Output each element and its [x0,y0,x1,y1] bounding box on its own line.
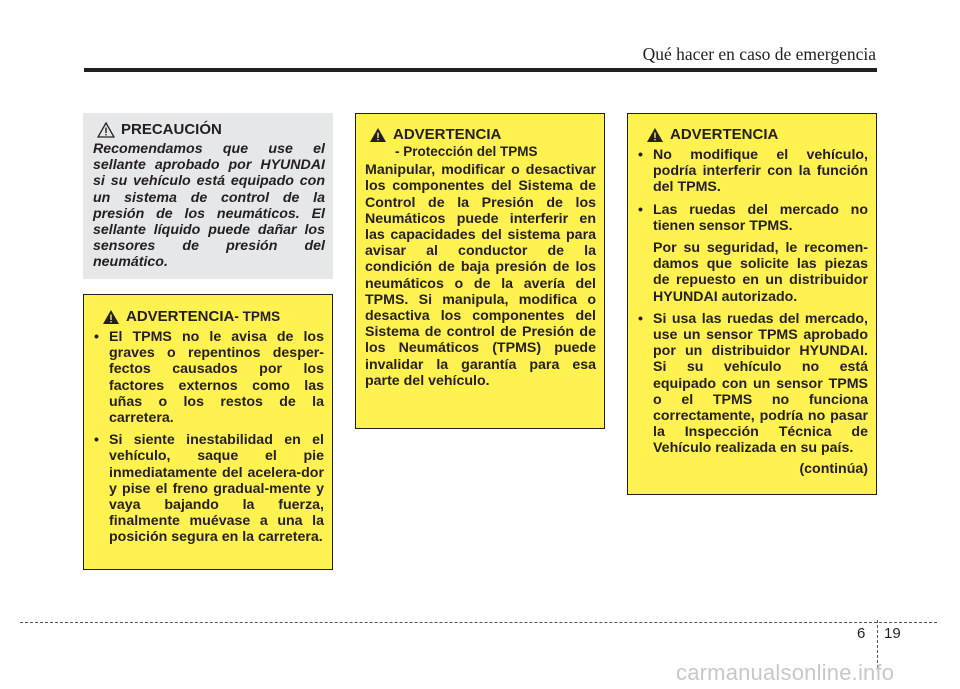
continued-label: (continúa) [799,460,868,477]
warning-modify-title: ADVERTENCIA [670,126,779,143]
precaution-body: Recomendamos que use el sellante aprobado por HYUNDAI si su vehículo está equipado con un sistema de control de la presión de los neumáticos. El sellante líquido puede dañar los sensores de presión del neumático. [93,141,325,271]
warning-tpms-bullet-1: • El TPMS no le avisa de los graves o repentinos desper-fectos causados por los factores externos como las uñas o los restos de la carretera. [92,329,324,426]
warning-tpms-box [83,294,333,570]
warning-tpms-title-suffix: - TPMS [234,309,281,324]
warning-protection-subtitle: - Protección del TPMS [395,144,538,159]
warning-modify-bullet-2-paragraph: Por su seguridad, le recomen-damos que solicite las piezas de repuesto en un distribuidor HYUNDAI autorizado. [653,240,868,305]
page-number: 19 [884,625,901,642]
caution-triangle-outline-icon [97,122,115,138]
warning-modify-box [627,113,877,495]
warning-protection-title-row [365,126,596,144]
warning-modify-title-row [636,126,868,144]
footer-dashed-rule [20,622,937,623]
warning-modify-list-2 [636,311,868,457]
warning-triangle-icon [369,127,387,143]
precaution-box [83,113,333,279]
precaution-title: PRECAUCIÓN [121,121,222,138]
warning-tpms-bullet-2: • Si siente inestabilidad en el vehículo, saque el pie inmediatamente del acelera-dor y pise el freno gradual-mente y vaya bajando la fuerza, finalmente muévase a una la posición segura en la carretera. [92,432,324,545]
warning-modify-bullet-1: • No modifique el vehículo, podría interferir con la función del TPMS. [636,147,868,196]
warning-tpms-title: ADVERTENCIA [126,308,235,325]
warning-triangle-icon [102,309,120,325]
warning-modify-list [636,147,868,234]
warning-modify-bullet-3: • Si usa las ruedas del mercado, use un sensor TPMS aprobado por un distribuidor HYUNDAI. Si su vehículo no está equipado con un sensor TPMS o el TPMS no funciona correctamente, podría no pasar la Inspección Técnica de Vehículo realizada en su país. [636,311,868,457]
warning-triangle-icon [646,127,664,143]
page-header-title: Qué hacer en caso de emergencia [642,44,876,64]
warning-protection-title: ADVERTENCIA [393,126,502,143]
warning-tpms-title-row [92,308,324,326]
watermark-text: carmanualsonline.info [676,660,895,685]
warning-modify-bullet-2: • Las ruedas del mercado no tienen sensor TPMS. [636,202,868,234]
precaution-title-row [93,121,325,139]
chapter-number: 6 [857,625,866,642]
warning-protection-box [355,113,605,429]
header-rule [84,68,877,72]
warning-tpms-list [92,329,324,546]
warning-protection-body: Manipular, modificar o desactivar los componentes del Sistema de Control de la Presión de los Neumáticos puede interferir en las capacidades del sistema para avisar al conductor de la condición de baja presión de los neumáticos o de la avería del TPMS. Si manipula, modifica o desactiva los componentes del Sistema de control de Presión de los Neumáticos (TPMS) puede invalidar la garantía para esa parte del vehículo. [365,162,596,389]
